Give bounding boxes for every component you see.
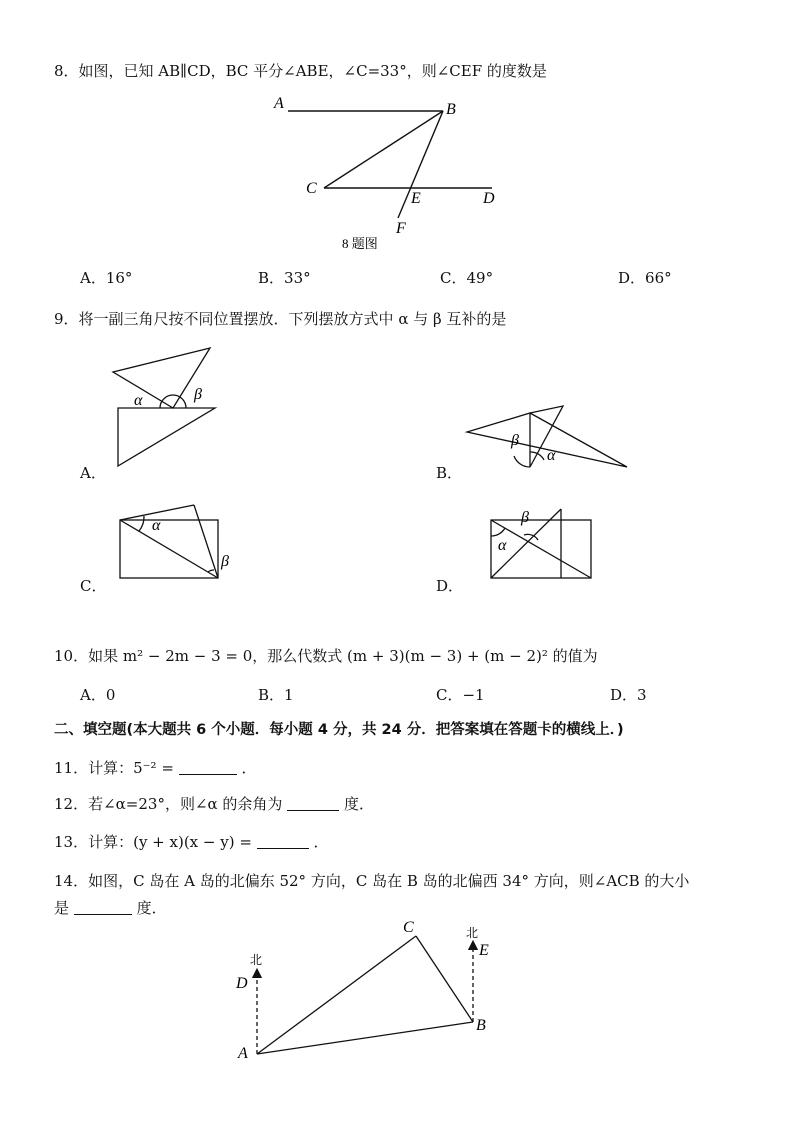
q8-caption: 8 题图 — [342, 236, 378, 251]
q9a-alpha: α — [134, 392, 143, 409]
q14-line-ab — [257, 1022, 473, 1054]
q14-point-a: A — [238, 1045, 248, 1062]
q8-option-d[interactable]: D．66° — [618, 269, 672, 287]
q8-option-a[interactable]: A．16° — [80, 269, 133, 287]
q13 — [54, 831, 329, 852]
q14-line-cb — [416, 936, 473, 1022]
q9d-diagonal-1 — [491, 509, 561, 578]
q9b-beta: β — [511, 432, 519, 449]
q9d-angle-arc-2 — [524, 534, 538, 540]
q9b-alpha: α — [547, 447, 556, 464]
q8-point-b: B — [446, 101, 456, 118]
q9a-beta: β — [194, 386, 202, 403]
q8-line-bf — [398, 111, 443, 218]
q14-answer-blank[interactable] — [74, 900, 132, 915]
q12-suffix: 度． — [343, 795, 374, 813]
q9c-beta: β — [221, 553, 229, 570]
q14-prefix: 是 — [54, 899, 70, 917]
q13-prefix: 13．计算：(y + x)(x − y) = — [54, 833, 252, 851]
q14-north-label-b: 北 — [466, 926, 479, 940]
q9b-wide-triangle — [467, 413, 627, 467]
q9d-angle-arc — [491, 528, 505, 536]
q9-option-d[interactable]: D． — [436, 577, 464, 595]
q14-point-c: C — [403, 919, 414, 936]
q8-point-c: C — [306, 180, 317, 197]
q14-line-ac — [257, 936, 416, 1054]
q9c-slant-2 — [194, 505, 218, 578]
q9-option-b[interactable]: B． — [436, 464, 463, 482]
q14-line1: 14．如图，C 岛在 A 岛的北偏东 52° 方向，C 岛在 B 岛的北偏西 34° 方向，则∠ACB 的大小 — [54, 872, 690, 890]
q8-point-d: D — [483, 190, 495, 207]
q10-text: 10．如果 m² − 2m − 3 = 0，那么代数式 (m + 3)(m − 3) + (m − 2)² 的值为 — [54, 647, 598, 665]
q12-prefix: 12．若∠α=23°，则∠α 的余角为 — [54, 795, 283, 813]
q8-text: 8．如图，已知 AB∥CD，BC 平分∠ABE，∠C=33°，则∠CEF 的度数是 — [54, 62, 547, 80]
q11-answer-blank[interactable] — [179, 760, 237, 775]
q9b-angle-arc-2 — [530, 452, 544, 460]
q9c-rectangle — [120, 520, 218, 578]
q9b-tall-triangle — [530, 406, 563, 467]
q9-option-c[interactable]: C． — [80, 577, 107, 595]
q14-suffix: 度． — [136, 899, 167, 917]
q14-point-d: D — [236, 975, 248, 992]
q9d-alpha: α — [498, 537, 507, 554]
q10-option-b[interactable]: B．1 — [258, 686, 294, 704]
q9a-lower-triangle — [118, 408, 215, 466]
q14-north-label-a: 北 — [250, 953, 263, 967]
q9b-angle-arc — [514, 456, 530, 467]
q13-answer-blank[interactable] — [257, 834, 309, 849]
q9c-diagonal — [120, 520, 218, 578]
q8-point-a: A — [274, 95, 284, 112]
q9-option-a[interactable]: A． — [80, 464, 106, 482]
q11-prefix: 11．计算：5⁻² = — [54, 759, 174, 777]
q14-line2 — [54, 897, 167, 918]
q8-point-e: E — [411, 190, 421, 207]
q8-option-c[interactable]: C．49° — [440, 269, 494, 287]
q9c-alpha: α — [152, 517, 161, 534]
q9c-angle-arc-2 — [208, 570, 214, 572]
q9c-angle-arc — [139, 516, 144, 531]
q12 — [54, 793, 374, 814]
q8-point-f: F — [396, 220, 406, 237]
q10-option-c[interactable]: C．−1 — [436, 686, 485, 704]
q10-option-a[interactable]: A．0 — [80, 686, 116, 704]
section-2-title: 二、填空题(本大题共 6 个小题．每小题 4 分，共 24 分．把答案填在答题卡的横线上．) — [54, 722, 624, 738]
q9-text: 9．将一副三角尺按不同位置摆放．下列摆放方式中 α 与 β 互补的是 — [54, 310, 507, 328]
q8-line-cb — [324, 111, 443, 188]
q8-option-b[interactable]: B．33° — [258, 269, 311, 287]
q9a-angle-arc — [160, 395, 186, 408]
q9d-beta: β — [521, 509, 529, 526]
q9d-rectangle — [491, 520, 591, 578]
q14-point-e: E — [479, 942, 489, 959]
q12-answer-blank[interactable] — [287, 796, 339, 811]
q9d-diagonal-2 — [491, 520, 591, 578]
q10-option-d[interactable]: D．3 — [610, 686, 647, 704]
q11-suffix: ． — [241, 759, 257, 777]
q9a-upper-triangle — [113, 348, 210, 408]
q9c-slant-1 — [120, 505, 194, 520]
q14-point-b: B — [476, 1017, 486, 1034]
q13-suffix: ． — [313, 833, 329, 851]
q11 — [54, 757, 256, 778]
